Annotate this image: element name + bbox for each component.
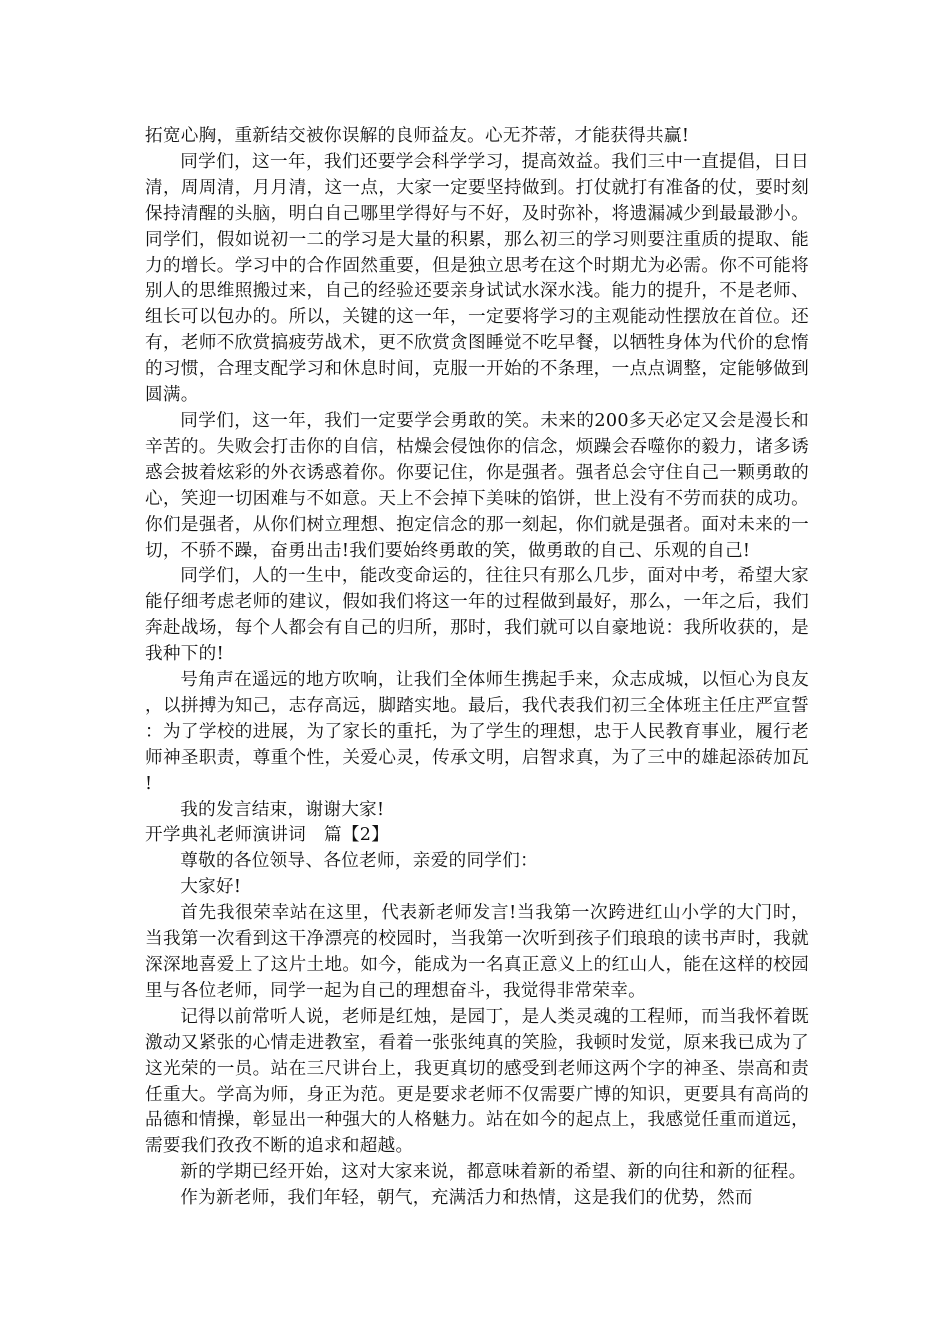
paragraph-2: 同学们，这一年，我们还要学会科学学习，提高效益。我们三中一直提倡，日日清，周周清，月月清，这一点，大家一定要坚持做到。打仗就打有准备的仗，要时刻保持清醒的头脑，明白自己哪里学得好与不好，及时弥补，将遗漏减少到最最渺小。同学们，假如说初一二的学习是大量的积累，那么初三的学习则要注重质的提取、能力的增长。学习中的合作固然重要，但是独立思考在这个时期尤为必需。你不可能将别人的思维照搬过来，自己的经验还要亲身试试水深水浅。能力的提升，不是老师、组长可以包办的。所以，关键的这一年，一定要将学习的主观能动性摆放在首位。还有，老师不欣赏搞疲劳战术，更不欣赏贪图睡觉不吃早餐，以牺牲身体为代价的怠惰的习惯，合理支配学习和休息时间，克服一开始的不条理，一点点调整，定能够做到圆满。 xyxy=(145,151,809,406)
paragraph-5: 号角声在遥远的地方吹响，让我们全体师生携起手来，众志成城，以恒心为良友，以拼搏为知己，志存高远，脚踏实地。最后，我代表我们初三全体班主任庄严宣誓：为了学校的进展，为了家长的重托，为了学生的理想，忠于人民教育事业，履行老师神圣职责，尊重个性，关爱心灵，传承文明，启智求真，为了三中的雄起添砖加瓦! xyxy=(145,670,809,794)
salutation: 尊敬的各位领导、各位老师，亲爱的同学们： xyxy=(180,851,539,872)
paragraph-10: 作为新老师，我们年轻，朝气，充满活力和热情，这是我们的优势，然而 xyxy=(180,1188,753,1209)
paragraph-3: 同学们，这一年，我们一定要学会勇敢的笑。未来的200多天必定又会是漫长和辛苦的。失败会打击你的自信，枯燥会侵蚀你的信念，烦躁会吞噬你的毅力，诸多诱惑会披着炫彩的外衣诱惑着你。你要记住，你是强者。强者总会守住自己一颗勇敢的心，笑迎一切困难与不如意。天上不会掉下美味的馅饼，世上没有不劳而获的成功。你们是强者，从你们树立理想、抱定信念的那一刻起，你们就是强者。面对未来的一切，不骄不躁，奋勇出击!我们要始终勇敢的笑，做勇敢的自己、乐观的自己! xyxy=(145,410,809,561)
section-heading: 开学典礼老师演讲词 篇【2】 xyxy=(145,825,390,846)
document-page xyxy=(145,124,809,1212)
greeting: 大家好! xyxy=(180,877,242,898)
paragraph-6: 我的发言结束，谢谢大家! xyxy=(180,799,385,820)
paragraph-7: 首先我很荣幸站在这里，代表新老师发言!当我第一次跨进红山小学的大门时，当我第一次看到这干净漂亮的校园时，当我第一次听到孩子们琅琅的读书声时，我就深深地喜爱上了这片土地。如今，能成为一名真正意义上的红山人，能在这样的校园里与各位老师，同学一起为自己的理想奋斗，我觉得非常荣幸。 xyxy=(145,903,809,1001)
paragraph-9: 新的学期已经开始，这对大家来说，都意味着新的希望、新的向往和新的征程。 xyxy=(180,1162,807,1183)
paragraph-8: 记得以前常听人说，老师是红烛，是园丁，是人类灵魂的工程师，而当我怀着既激动又紧张的心情走进教室，看着一张张纯真的笑脸，我顿时发觉，原来我已成为了这光荣的一员。站在三尺讲台上，我更真切的感受到老师这两个字的神圣、崇高和责任重大。学高为师，身正为范。更是要求老师不仅需要广博的知识，更要具有高尚的品德和情操，彰显出一种强大的人格魅力。站在如今的起点上，我感觉任重而道远，需要我们孜孜不断的追求和超越。 xyxy=(145,1006,809,1157)
paragraph-1: 拓宽心胸，重新结交被你误解的良师益友。心无芥蒂，才能获得共赢! xyxy=(145,126,690,146)
paragraph-4: 同学们，人的一生中，能改变命运的，往往只有那么几步，面对中考，希望大家能仔细考虑老师的建议，假如我们将这一年的过程做到最好，那么，一年之后，我们奔赴战场，每个人都会有自己的归所，那时，我们就可以自豪地说：我所收获的，是我种下的! xyxy=(145,566,809,665)
